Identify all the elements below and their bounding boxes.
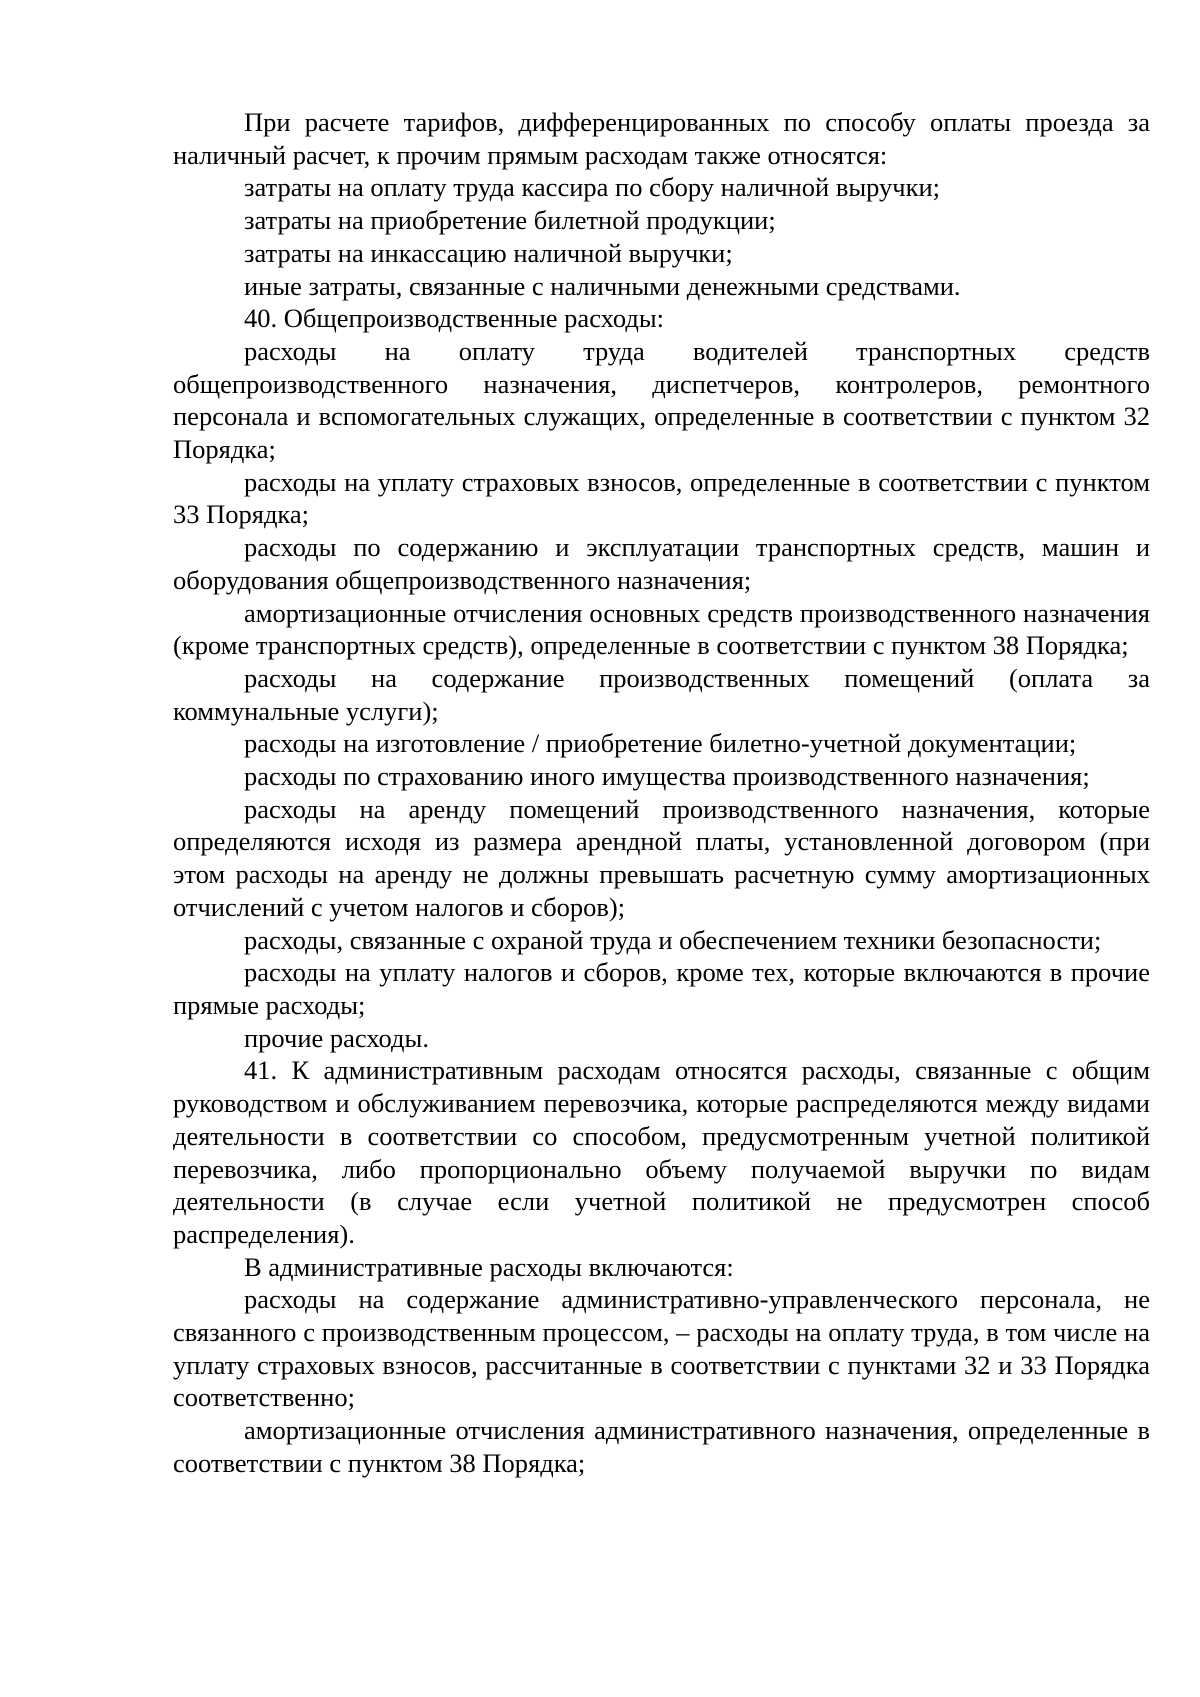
- list-item: расходы по содержанию и эксплуатации транспортных средств, машин и оборудования общепроизводственного назначения;: [173, 532, 1150, 595]
- list-item: расходы на уплату страховых взносов, определенные в соответствии с пунктом 33 Порядка;: [173, 466, 1150, 530]
- list-item: затраты на оплату труда кассира по сбору наличной выручки;: [244, 172, 941, 203]
- list-item: прочие расходы.: [244, 1022, 429, 1053]
- document-page: [173, 106, 1150, 1480]
- list-item: расходы на содержание административно-управленческого персонала, не связанного с производственным процессом, – расходы на оплату труда, в том числе на уплату страховых взносов, рассчитанные в соответствии с пунктами 32 и 33 Порядка соответственно;: [173, 1284, 1150, 1413]
- section-heading-40: 40. Общепроизводственные расходы:: [244, 303, 664, 334]
- list-item: затраты на приобретение билетной продукции;: [244, 205, 776, 236]
- list-item: расходы на аренду помещений производственного назначения, которые определяются исходя из размера арендной платы, установленной договором (при этом расходы на аренду не должны превышать расчетную сумму амортизационных отчислений с учетом налогов и сборов);: [173, 793, 1150, 922]
- list-item: расходы на уплату налогов и сборов, кроме тех, которые включаются в прочие прямые расходы;: [173, 957, 1150, 1020]
- list-item: амортизационные отчисления основных средств производственного назначения (кроме транспортных средств), определенные в соответствии с пунктом 38 Порядка;: [173, 597, 1150, 661]
- list-item: иные затраты, связанные с наличными денежными средствами.: [244, 270, 961, 301]
- section-paragraph-41: 41. К административным расходам относятся расходы, связанные с общим руководством и обслуживанием перевозчика, которые распределяются между видами деятельности в соответствии со способом, предусмотренным учетной политикой перевозчика, либо пропорционально объему получаемой выручки по видам деятельности (в случае если учетной политикой не предусмотрен способ распределения).: [173, 1055, 1150, 1249]
- list-item: амортизационные отчисления административного назначения, определенные в соответствии с пунктом 38 Порядка;: [173, 1415, 1150, 1478]
- list-item: затраты на инкассацию наличной выручки;: [244, 237, 733, 268]
- list-item: расходы, связанные с охраной труда и обеспечением техники безопасности;: [244, 924, 1102, 955]
- paragraph-admin-includes: В административные расходы включаются:: [244, 1251, 734, 1282]
- paragraph-fare-calculation: При расчете тарифов, дифференцированных по способу оплаты проезда за наличный расчет, к прочим прямым расходам также относятся:: [173, 107, 1150, 170]
- list-item: расходы на содержание производственных помещений (оплата за коммунальные услуги);: [173, 662, 1150, 726]
- list-item: расходы на изготовление / приобретение билетно-учетной документации;: [244, 728, 1077, 759]
- list-item: расходы на оплату труда водителей транспортных средств общепроизводственного назначения, диспетчеров, контролеров, ремонтного персонала и вспомогательных служащих, определенные в соответствии с пунктом 32 Порядка;: [173, 335, 1150, 465]
- list-item: расходы по страхованию иного имущества производственного назначения;: [244, 761, 1090, 792]
